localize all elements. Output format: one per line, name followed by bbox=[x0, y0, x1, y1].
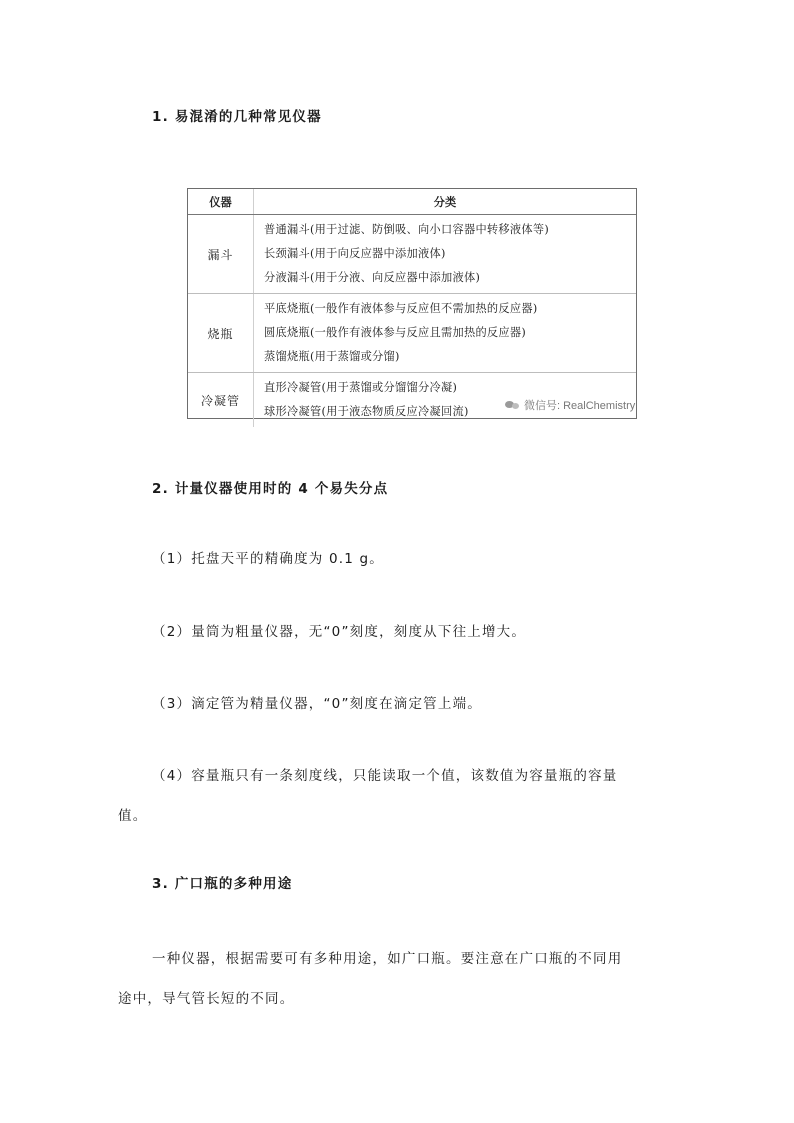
type-item: 平底烧瓶(一般作有液体参与反应但不需加热的反应器) bbox=[264, 302, 538, 315]
point-4-line-1: （4）容量瓶只有一条刻度线，只能读取一个值，该数值为容量瓶的容量 bbox=[152, 768, 618, 784]
instrument-name: 烧瓶 bbox=[188, 294, 254, 373]
instrument-name: 冷凝管 bbox=[188, 373, 254, 428]
header-classification: 分类 bbox=[254, 189, 637, 215]
type-item: 球形冷凝管(用于液态物质反应冷凝回流) bbox=[264, 405, 469, 418]
section-2-title: 2. 计量仪器使用时的 4 个易失分点 bbox=[152, 481, 389, 497]
table-row-flask bbox=[188, 294, 636, 373]
type-item: 蒸馏烧瓶(用于蒸馏或分馏) bbox=[264, 350, 400, 363]
point-2: （2）量筒为粗量仪器，无“0”刻度，刻度从下往上增大。 bbox=[152, 624, 527, 640]
point-3: （3）滴定管为精量仪器，“0”刻度在滴定管上端。 bbox=[152, 696, 482, 712]
instrument-types bbox=[254, 294, 637, 373]
instrument-name: 漏斗 bbox=[188, 215, 254, 294]
instrument-table bbox=[187, 188, 637, 419]
table-row-funnel bbox=[188, 215, 636, 294]
header-instrument: 仪器 bbox=[188, 189, 254, 215]
instrument-types bbox=[254, 215, 637, 294]
wechat-icon bbox=[505, 400, 521, 410]
instrument-table-grid bbox=[188, 189, 636, 427]
table-header-row bbox=[188, 189, 636, 215]
section-3-line-1: 一种仪器，根据需要可有多种用途，如广口瓶。要注意在广口瓶的不同用 bbox=[152, 951, 623, 967]
type-item: 分液漏斗(用于分液、向反应器中添加液体) bbox=[264, 271, 481, 284]
type-item: 直形冷凝管(用于蒸馏或分馏馏分冷凝) bbox=[264, 381, 458, 394]
watermark bbox=[505, 397, 635, 413]
section-3-line-2: 途中，导气管长短的不同。 bbox=[118, 991, 295, 1007]
point-1: （1）托盘天平的精确度为 0.1 g。 bbox=[152, 551, 385, 567]
type-item: 圆底烧瓶(一般作有液体参与反应且需加热的反应器) bbox=[264, 326, 527, 339]
type-item: 普通漏斗(用于过滤、防倒吸、向小口容器中转移液体等) bbox=[264, 223, 550, 236]
point-4-line-2: 值。 bbox=[118, 808, 148, 824]
section-3-title: 3. 广口瓶的多种用途 bbox=[152, 876, 293, 892]
section-1-title: 1. 易混淆的几种常见仪器 bbox=[152, 109, 322, 125]
type-item: 长颈漏斗(用于向反应器中添加液体) bbox=[264, 247, 446, 260]
watermark-text: 微信号: RealChemistry bbox=[524, 400, 636, 412]
